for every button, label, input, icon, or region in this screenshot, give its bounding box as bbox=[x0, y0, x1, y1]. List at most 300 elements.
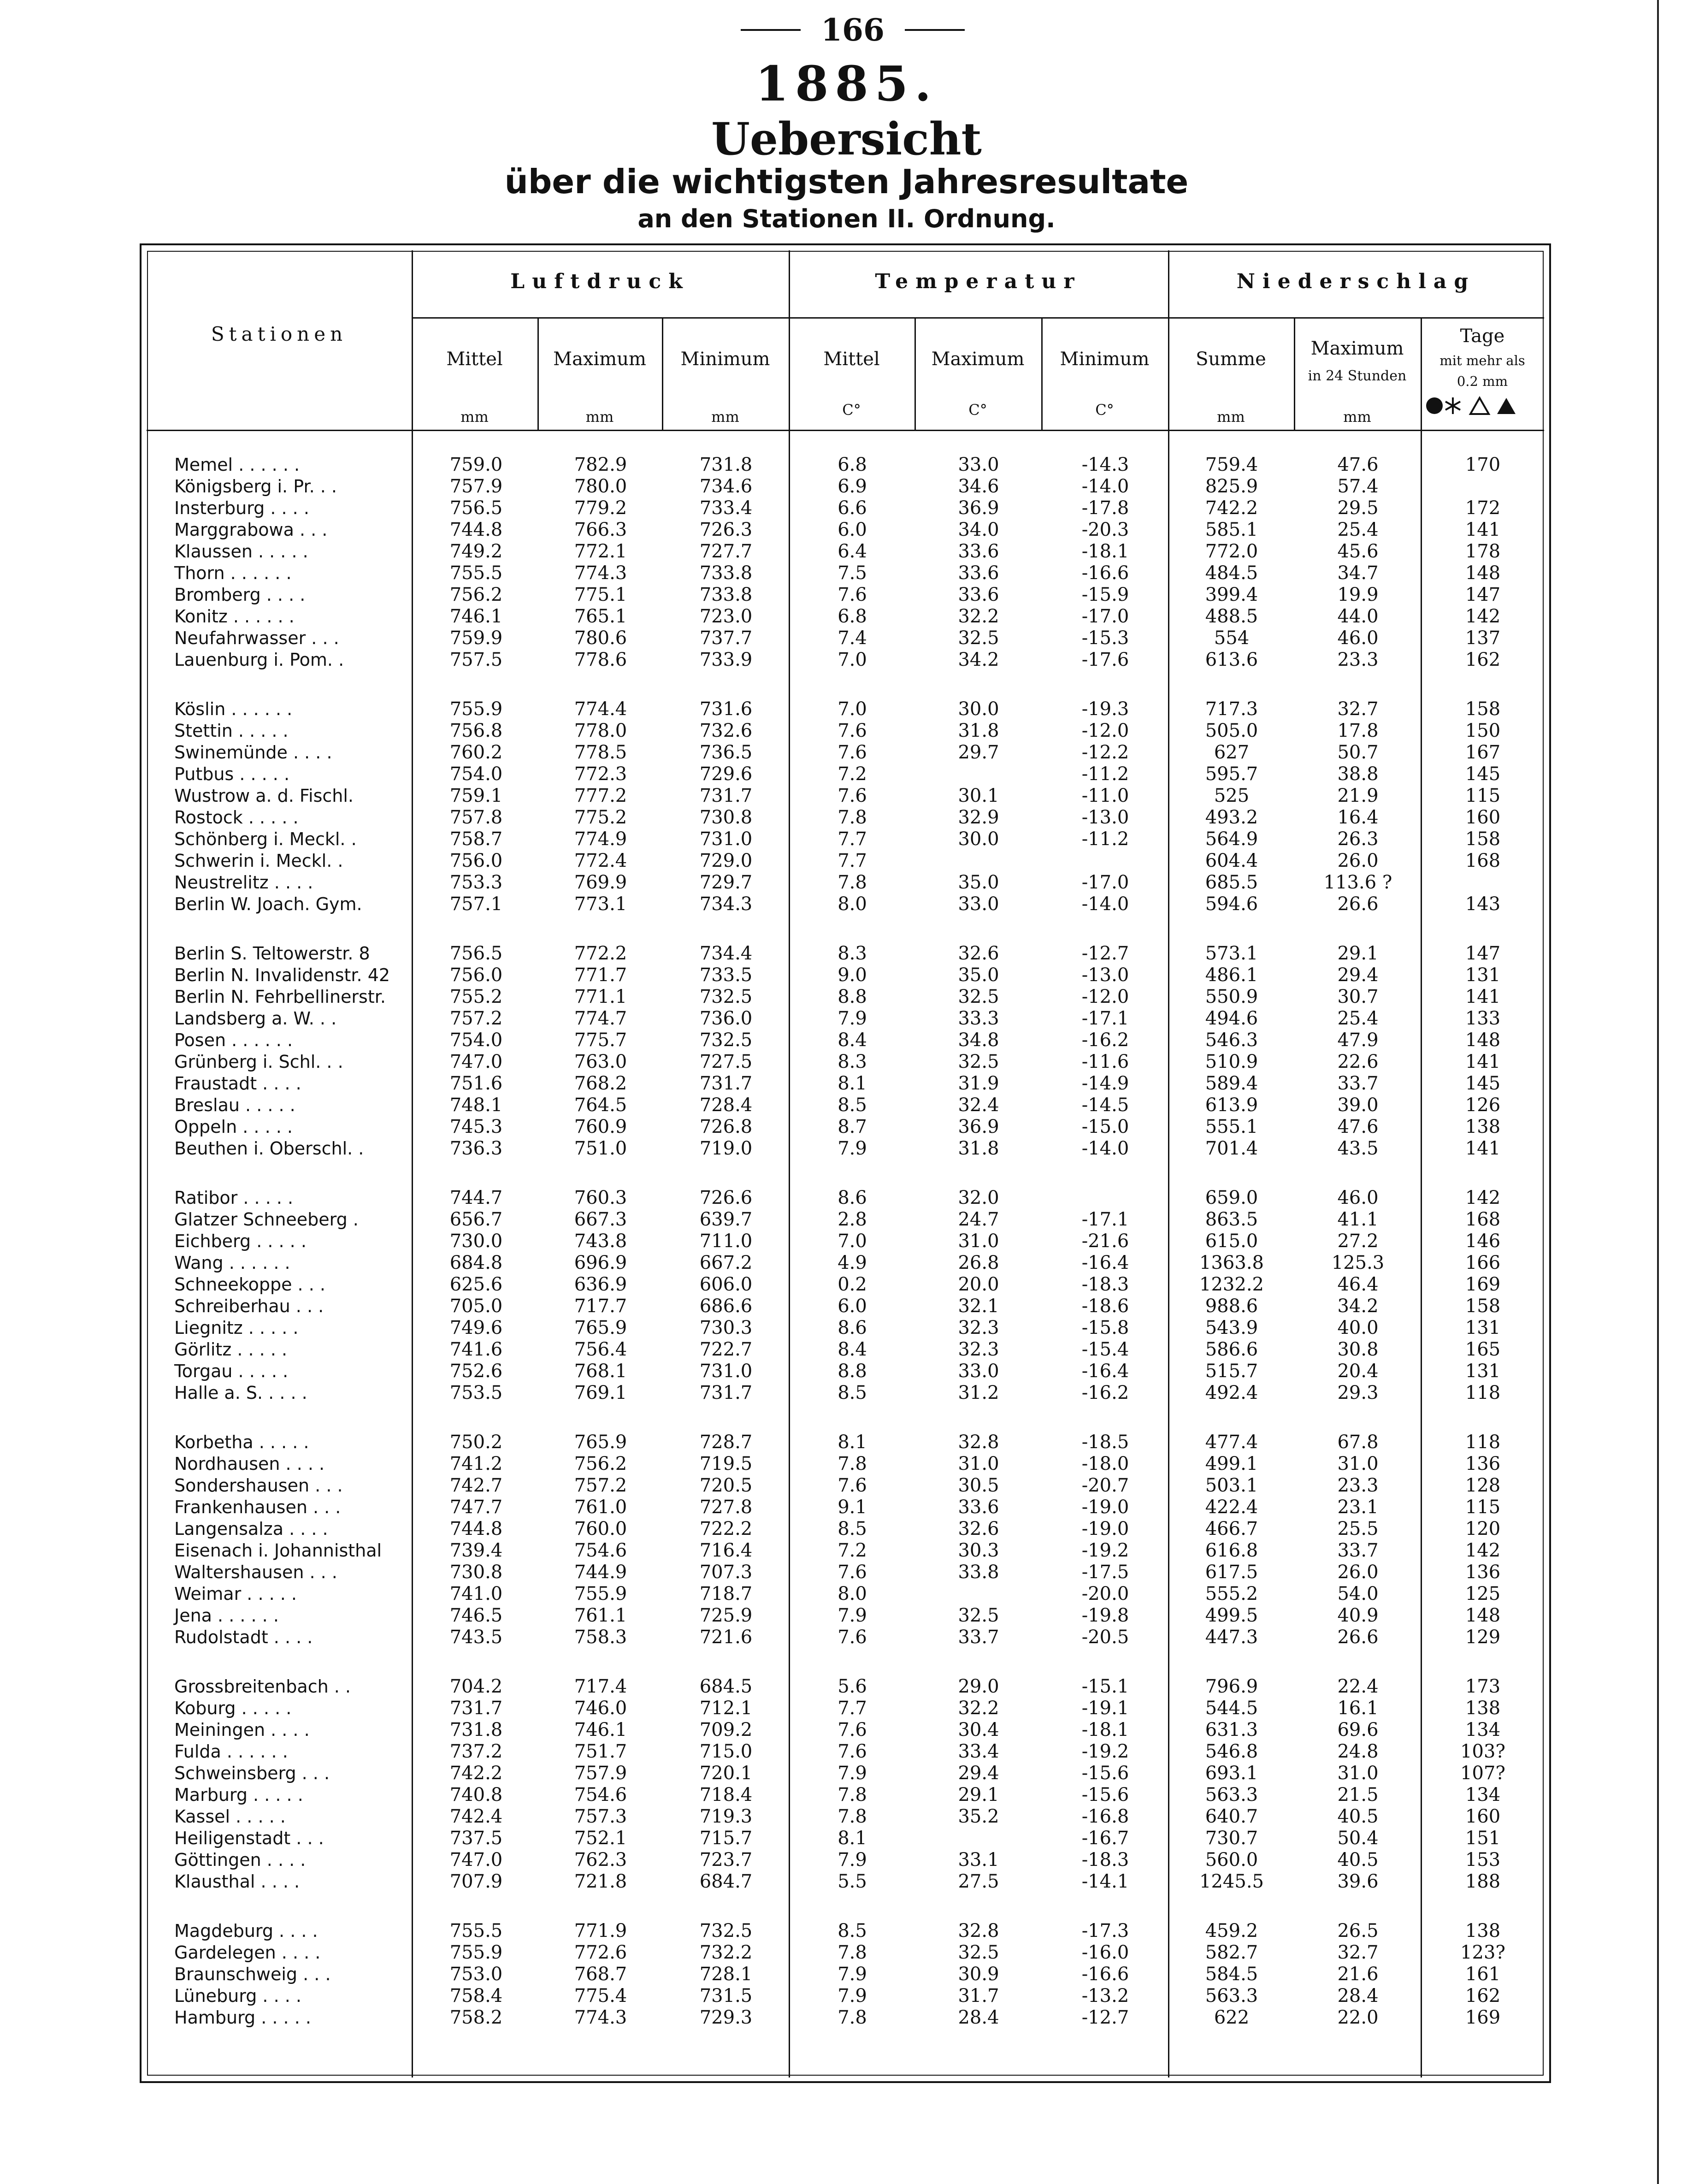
cell-luftdruck-mittel: 758.4 bbox=[449, 1985, 503, 2006]
cell-temperatur-mittel: 8.5 bbox=[838, 1920, 867, 1941]
cell-temperatur-mittel: 6.6 bbox=[838, 497, 867, 519]
cell-luftdruck-mittel: 754.0 bbox=[449, 764, 503, 785]
cell-niederschlag-maximum: 47.9 bbox=[1337, 1030, 1379, 1051]
cell-niederschlag-summe: 589.4 bbox=[1205, 1073, 1258, 1094]
cell-temperatur-minimum: -20.0 bbox=[1081, 1583, 1129, 1604]
cell-temperatur-maximum: 29.7 bbox=[958, 742, 999, 763]
cell-niederschlag-maximum: 34.7 bbox=[1337, 562, 1379, 584]
cell-niederschlag-maximum: 125.3 bbox=[1331, 1252, 1385, 1273]
station-name: Göttingen . . . . bbox=[174, 1850, 306, 1870]
cell-luftdruck-minimum: 732.5 bbox=[699, 1030, 753, 1051]
cell-luftdruck-maximum: 775.1 bbox=[574, 584, 627, 605]
cell-temperatur-maximum: 30.5 bbox=[958, 1475, 999, 1496]
cell-luftdruck-maximum: 774.4 bbox=[574, 698, 627, 720]
cell-temperatur-mittel: 8.7 bbox=[838, 1116, 867, 1137]
station-name: Berlin W. Joach. Gym. bbox=[174, 894, 362, 914]
cell-niederschlag-summe: 595.7 bbox=[1205, 764, 1258, 785]
cell-luftdruck-minimum: 718.7 bbox=[699, 1583, 753, 1604]
cell-temperatur-mittel: 7.6 bbox=[838, 1562, 867, 1583]
station-name: Langensalza . . . . bbox=[174, 1519, 328, 1539]
cell-niederschlag-summe: 742.2 bbox=[1205, 497, 1258, 519]
cell-luftdruck-minimum: 729.3 bbox=[699, 2007, 753, 2028]
cell-niederschlag-tage: 141 bbox=[1465, 1051, 1501, 1072]
cell-luftdruck-maximum: 752.1 bbox=[574, 1828, 627, 1849]
cell-niederschlag-summe: 563.3 bbox=[1205, 1985, 1258, 2006]
cell-luftdruck-maximum: 765.9 bbox=[574, 1317, 627, 1338]
cell-luftdruck-maximum: 774.9 bbox=[574, 829, 627, 850]
cell-niederschlag-maximum: 33.7 bbox=[1337, 1540, 1379, 1561]
cell-niederschlag-tage: 162 bbox=[1465, 649, 1501, 670]
cell-niederschlag-summe: 492.4 bbox=[1205, 1382, 1258, 1403]
cell-niederschlag-tage: 125 bbox=[1465, 1583, 1501, 1604]
cell-niederschlag-maximum: 26.3 bbox=[1337, 829, 1379, 850]
rule-left bbox=[741, 29, 801, 31]
cell-luftdruck-minimum: 719.3 bbox=[699, 1806, 753, 1827]
cell-luftdruck-mittel: 756.0 bbox=[449, 965, 503, 986]
cell-niederschlag-maximum: 25.4 bbox=[1337, 1008, 1379, 1029]
cell-niederschlag-maximum: 23.3 bbox=[1337, 649, 1379, 670]
cell-niederschlag-tage: 148 bbox=[1465, 1605, 1501, 1626]
cell-niederschlag-tage: 169 bbox=[1465, 1274, 1501, 1295]
cell-temperatur-mittel: 5.6 bbox=[838, 1676, 867, 1697]
cell-luftdruck-mittel: 737.2 bbox=[449, 1741, 503, 1762]
cell-niederschlag-summe: 510.9 bbox=[1205, 1051, 1258, 1072]
cell-luftdruck-mittel: 707.9 bbox=[449, 1871, 503, 1892]
cell-temperatur-maximum: 32.5 bbox=[958, 627, 999, 649]
cell-luftdruck-mittel: 757.5 bbox=[449, 649, 503, 670]
cell-luftdruck-maximum: 746.0 bbox=[574, 1698, 627, 1719]
cell-temperatur-minimum: -13.0 bbox=[1081, 807, 1129, 828]
cell-temperatur-mittel: 2.8 bbox=[838, 1209, 867, 1230]
cell-niederschlag-summe: 544.5 bbox=[1205, 1698, 1258, 1719]
unit-label: mm bbox=[460, 408, 489, 426]
station-name: Görlitz . . . . . bbox=[174, 1339, 288, 1360]
cell-luftdruck-minimum: 731.7 bbox=[699, 785, 753, 806]
cell-temperatur-maximum: 32.6 bbox=[958, 1518, 999, 1539]
cell-luftdruck-mittel: 704.2 bbox=[449, 1676, 503, 1697]
cell-niederschlag-maximum: 26.6 bbox=[1337, 894, 1379, 915]
cell-niederschlag-maximum: 34.2 bbox=[1337, 1296, 1379, 1317]
cell-luftdruck-mittel: 745.3 bbox=[449, 1116, 503, 1137]
cell-niederschlag-tage: 145 bbox=[1465, 764, 1501, 785]
cell-niederschlag-tage: 128 bbox=[1465, 1475, 1501, 1496]
cell-luftdruck-mittel: 756.5 bbox=[449, 497, 503, 519]
cell-temperatur-maximum: 33.6 bbox=[958, 562, 999, 584]
station-name: Schreiberhau . . . bbox=[174, 1296, 324, 1316]
cell-luftdruck-maximum: 771.7 bbox=[574, 965, 627, 986]
cell-luftdruck-minimum: 716.4 bbox=[699, 1540, 753, 1561]
cell-temperatur-minimum: -14.0 bbox=[1081, 1138, 1129, 1159]
cell-temperatur-maximum: 32.3 bbox=[958, 1339, 999, 1360]
cell-temperatur-maximum: 31.2 bbox=[958, 1382, 999, 1403]
cell-luftdruck-mittel: 739.4 bbox=[449, 1540, 503, 1561]
page-number-text: 166 bbox=[821, 12, 885, 48]
cell-luftdruck-mittel: 747.0 bbox=[449, 1051, 503, 1072]
cell-temperatur-maximum: 32.5 bbox=[958, 1942, 999, 1963]
cell-temperatur-minimum: -19.1 bbox=[1081, 1698, 1129, 1719]
cell-temperatur-minimum: -16.0 bbox=[1081, 1942, 1129, 1963]
cell-luftdruck-minimum: 732.5 bbox=[699, 986, 753, 1007]
cell-temperatur-minimum: -15.0 bbox=[1081, 1116, 1129, 1137]
station-name: Weimar . . . . . bbox=[174, 1584, 297, 1604]
cell-luftdruck-minimum: 684.7 bbox=[699, 1871, 753, 1892]
cell-luftdruck-mittel: 753.3 bbox=[449, 872, 503, 893]
cell-luftdruck-minimum: 731.5 bbox=[699, 1985, 753, 2006]
cell-niederschlag-summe: 617.5 bbox=[1205, 1562, 1258, 1583]
cell-luftdruck-maximum: 757.3 bbox=[574, 1806, 627, 1827]
cell-luftdruck-minimum: 720.1 bbox=[699, 1763, 753, 1784]
cell-niederschlag-summe: 613.6 bbox=[1205, 649, 1258, 670]
station-name: Eichberg . . . . . bbox=[174, 1231, 307, 1251]
cell-luftdruck-mittel: 759.9 bbox=[449, 627, 503, 649]
station-name: Schwerin i. Meckl. . bbox=[174, 851, 343, 871]
cell-luftdruck-minimum: 729.0 bbox=[699, 850, 753, 871]
cell-niederschlag-maximum: 22.4 bbox=[1337, 1676, 1379, 1697]
cell-luftdruck-maximum: 769.1 bbox=[574, 1382, 627, 1403]
cell-niederschlag-maximum: 69.6 bbox=[1337, 1719, 1379, 1740]
cell-temperatur-minimum: -14.0 bbox=[1081, 476, 1129, 497]
cell-niederschlag-tage: 131 bbox=[1465, 1361, 1501, 1382]
cell-temperatur-mittel: 7.9 bbox=[838, 1605, 867, 1626]
cell-niederschlag-maximum: 46.0 bbox=[1337, 627, 1379, 649]
cell-temperatur-maximum: 33.0 bbox=[958, 894, 999, 915]
cell-niederschlag-maximum: 40.5 bbox=[1337, 1849, 1379, 1870]
cell-temperatur-mittel: 8.1 bbox=[838, 1073, 867, 1094]
cell-temperatur-mittel: 8.6 bbox=[838, 1317, 867, 1338]
station-name: Marggrabowa . . . bbox=[174, 520, 328, 540]
cell-temperatur-mittel: 8.0 bbox=[838, 894, 867, 915]
cell-niederschlag-summe: 584.5 bbox=[1205, 1964, 1258, 1985]
cell-niederschlag-maximum: 23.1 bbox=[1337, 1497, 1379, 1518]
cell-luftdruck-minimum: 734.4 bbox=[699, 943, 753, 964]
cell-luftdruck-maximum: 763.0 bbox=[574, 1051, 627, 1072]
cell-temperatur-maximum: 32.6 bbox=[958, 943, 999, 964]
cell-niederschlag-maximum: 21.5 bbox=[1337, 1784, 1379, 1805]
cell-luftdruck-maximum: 772.6 bbox=[574, 1942, 627, 1963]
station-name: Heiligenstadt . . . bbox=[174, 1828, 324, 1848]
cell-luftdruck-minimum: 667.2 bbox=[699, 1252, 753, 1273]
cell-temperatur-mittel: 0.2 bbox=[838, 1274, 867, 1295]
cell-temperatur-mittel: 7.6 bbox=[838, 720, 867, 741]
station-name: Glatzer Schneeberg . bbox=[174, 1209, 359, 1230]
cell-niederschlag-tage: 137 bbox=[1465, 627, 1501, 649]
cell-temperatur-mittel: 7.8 bbox=[838, 1942, 867, 1963]
cell-luftdruck-maximum: 766.3 bbox=[574, 519, 627, 540]
cell-temperatur-maximum: 33.7 bbox=[958, 1627, 999, 1648]
cell-luftdruck-maximum: 756.4 bbox=[574, 1339, 627, 1360]
cell-temperatur-minimum: -14.0 bbox=[1081, 894, 1129, 915]
cell-niederschlag-tage: 166 bbox=[1465, 1252, 1501, 1273]
cell-temperatur-minimum: -14.1 bbox=[1081, 1871, 1129, 1892]
cell-luftdruck-minimum: 729.6 bbox=[699, 764, 753, 785]
cell-luftdruck-maximum: 772.3 bbox=[574, 764, 627, 785]
cell-luftdruck-minimum: 727.5 bbox=[699, 1051, 753, 1072]
cell-luftdruck-mittel: 741.2 bbox=[449, 1453, 503, 1474]
station-name: Meiningen . . . . bbox=[174, 1720, 310, 1740]
cell-luftdruck-mittel: 742.2 bbox=[449, 1763, 503, 1784]
cell-luftdruck-mittel: 753.5 bbox=[449, 1382, 503, 1403]
station-name: Beuthen i. Oberschl. . bbox=[174, 1138, 364, 1159]
cell-luftdruck-mittel: 759.1 bbox=[449, 785, 503, 806]
cell-temperatur-minimum: -12.2 bbox=[1081, 742, 1129, 763]
cell-niederschlag-tage: 118 bbox=[1465, 1382, 1501, 1403]
station-name: Neufahrwasser . . . bbox=[174, 628, 339, 648]
hail-symbol bbox=[1497, 398, 1516, 414]
cell-temperatur-minimum: -20.7 bbox=[1081, 1475, 1129, 1496]
cell-temperatur-maximum: 34.8 bbox=[958, 1030, 999, 1051]
cell-temperatur-maximum: 32.4 bbox=[958, 1095, 999, 1116]
cell-temperatur-mittel: 8.1 bbox=[838, 1432, 867, 1453]
cell-luftdruck-mittel: 741.6 bbox=[449, 1339, 503, 1360]
cell-niederschlag-tage: 134 bbox=[1465, 1719, 1501, 1740]
cell-niederschlag-maximum: 26.6 bbox=[1337, 1627, 1379, 1648]
cell-niederschlag-maximum: 29.5 bbox=[1337, 497, 1379, 519]
cell-niederschlag-summe: 759.4 bbox=[1205, 454, 1258, 475]
cell-luftdruck-maximum: 758.3 bbox=[574, 1627, 627, 1648]
station-name: Wustrow a. d. Fischl. bbox=[174, 786, 354, 806]
cell-luftdruck-maximum: 636.9 bbox=[574, 1274, 627, 1295]
cell-luftdruck-minimum: 719.0 bbox=[699, 1138, 753, 1159]
station-name: Breslau . . . . . bbox=[174, 1095, 295, 1115]
cell-temperatur-minimum: -12.7 bbox=[1081, 2007, 1129, 2028]
cell-niederschlag-summe: 550.9 bbox=[1205, 986, 1258, 1007]
cell-niederschlag-summe: 564.9 bbox=[1205, 829, 1258, 850]
cell-niederschlag-tage: 129 bbox=[1465, 1627, 1501, 1648]
cell-luftdruck-mittel: 749.6 bbox=[449, 1317, 503, 1338]
cell-luftdruck-mittel: 746.5 bbox=[449, 1605, 503, 1626]
cell-temperatur-minimum: -15.6 bbox=[1081, 1763, 1129, 1784]
cell-temperatur-mittel: 4.9 bbox=[838, 1252, 867, 1273]
cell-niederschlag-maximum: 16.4 bbox=[1337, 807, 1379, 828]
cell-niederschlag-tage: 188 bbox=[1465, 1871, 1501, 1892]
cell-temperatur-maximum: 33.1 bbox=[958, 1849, 999, 1870]
cell-niederschlag-summe: 399.4 bbox=[1205, 584, 1258, 605]
cell-temperatur-maximum: 24.7 bbox=[958, 1209, 999, 1230]
cell-temperatur-maximum: 31.9 bbox=[958, 1073, 999, 1094]
cell-luftdruck-minimum: 732.5 bbox=[699, 1920, 753, 1941]
cell-niederschlag-tage: 115 bbox=[1465, 1497, 1501, 1518]
cell-temperatur-minimum: -18.6 bbox=[1081, 1296, 1129, 1317]
cell-niederschlag-maximum: 25.4 bbox=[1337, 519, 1379, 540]
station-name: Fraustadt . . . . bbox=[174, 1073, 301, 1094]
cell-luftdruck-maximum: 775.2 bbox=[574, 807, 627, 828]
cell-temperatur-mittel: 8.3 bbox=[838, 943, 867, 964]
cell-luftdruck-maximum: 765.9 bbox=[574, 1432, 627, 1453]
cell-luftdruck-minimum: 639.7 bbox=[699, 1209, 753, 1230]
cell-temperatur-maximum: 33.6 bbox=[958, 1497, 999, 1518]
cell-temperatur-minimum: -16.8 bbox=[1081, 1806, 1129, 1827]
cell-temperatur-mittel: 7.8 bbox=[838, 1784, 867, 1805]
cell-temperatur-maximum: 35.0 bbox=[958, 872, 999, 893]
cell-niederschlag-summe: 573.1 bbox=[1205, 943, 1258, 964]
station-name: Swinemünde . . . . bbox=[174, 742, 332, 763]
cell-temperatur-mittel: 7.6 bbox=[838, 785, 867, 806]
cell-luftdruck-minimum: 707.3 bbox=[699, 1562, 753, 1583]
cell-niederschlag-maximum: 30.8 bbox=[1337, 1339, 1379, 1360]
station-name: Bromberg . . . . bbox=[174, 585, 306, 605]
col-temperatur-maximum: Maximum bbox=[931, 349, 1025, 370]
cell-luftdruck-minimum: 727.7 bbox=[699, 541, 753, 562]
station-name: Braunschweig . . . bbox=[174, 1964, 331, 1984]
unit-label: C° bbox=[842, 401, 861, 419]
cell-temperatur-minimum: -16.6 bbox=[1081, 1964, 1129, 1985]
cell-temperatur-maximum: 33.0 bbox=[958, 454, 999, 475]
cell-luftdruck-mittel: 749.2 bbox=[449, 541, 503, 562]
cell-niederschlag-tage: 134 bbox=[1465, 1784, 1501, 1805]
cell-niederschlag-tage: 142 bbox=[1465, 606, 1501, 627]
cell-niederschlag-tage: 118 bbox=[1465, 1432, 1501, 1453]
cell-niederschlag-maximum: 19.9 bbox=[1337, 584, 1379, 605]
cell-luftdruck-mittel: 755.9 bbox=[449, 1942, 503, 1963]
cell-niederschlag-summe: 604.4 bbox=[1205, 850, 1258, 871]
cell-temperatur-mittel: 8.4 bbox=[838, 1339, 867, 1360]
cell-niederschlag-tage: 158 bbox=[1465, 829, 1501, 850]
cell-temperatur-minimum: -12.7 bbox=[1081, 943, 1129, 964]
cell-luftdruck-mittel: 759.0 bbox=[449, 454, 503, 475]
cell-niederschlag-tage: 141 bbox=[1465, 986, 1501, 1007]
cell-niederschlag-tage: 162 bbox=[1465, 1985, 1501, 2006]
cell-niederschlag-summe: 543.9 bbox=[1205, 1317, 1258, 1338]
unit-label: mm bbox=[1343, 408, 1371, 426]
cell-niederschlag-tage: 178 bbox=[1465, 541, 1501, 562]
station-name: Neustrelitz . . . . bbox=[174, 872, 313, 893]
cell-niederschlag-maximum: 29.3 bbox=[1337, 1382, 1379, 1403]
cell-luftdruck-mittel: 747.7 bbox=[449, 1497, 503, 1518]
cell-temperatur-maximum: 33.4 bbox=[958, 1741, 999, 1762]
cell-temperatur-mittel: 7.6 bbox=[838, 742, 867, 763]
cell-temperatur-mittel: 7.6 bbox=[838, 584, 867, 605]
cell-niederschlag-summe: 772.0 bbox=[1205, 541, 1258, 562]
cell-niederschlag-summe: 499.1 bbox=[1205, 1453, 1258, 1474]
cell-temperatur-mittel: 6.0 bbox=[838, 519, 867, 540]
cell-temperatur-mittel: 7.0 bbox=[838, 1231, 867, 1252]
station-name: Korbetha . . . . . bbox=[174, 1432, 309, 1452]
station-name: Lüneburg . . . . bbox=[174, 1986, 301, 2006]
cell-niederschlag-summe: 685.5 bbox=[1205, 872, 1258, 893]
cell-temperatur-mittel: 6.0 bbox=[838, 1296, 867, 1317]
cell-temperatur-maximum: 32.9 bbox=[958, 807, 999, 828]
cell-temperatur-maximum: 20.0 bbox=[958, 1274, 999, 1295]
cell-luftdruck-maximum: 771.9 bbox=[574, 1920, 627, 1941]
cell-niederschlag-maximum: 40.0 bbox=[1337, 1317, 1379, 1338]
cell-luftdruck-maximum: 778.6 bbox=[574, 649, 627, 670]
cell-luftdruck-maximum: 761.0 bbox=[574, 1497, 627, 1518]
cell-luftdruck-minimum: 720.5 bbox=[699, 1475, 753, 1496]
station-name: Stettin . . . . . bbox=[174, 721, 289, 741]
cell-luftdruck-mittel: 705.0 bbox=[449, 1296, 503, 1317]
cell-temperatur-minimum: -15.9 bbox=[1081, 584, 1129, 605]
cell-temperatur-maximum: 33.0 bbox=[958, 1361, 999, 1382]
cell-luftdruck-maximum: 754.6 bbox=[574, 1540, 627, 1561]
cell-temperatur-maximum: 31.0 bbox=[958, 1231, 999, 1252]
cell-niederschlag-maximum: 16.1 bbox=[1337, 1698, 1379, 1719]
cell-temperatur-minimum: -12.0 bbox=[1081, 986, 1129, 1007]
cell-temperatur-mittel: 6.8 bbox=[838, 454, 867, 475]
cell-luftdruck-minimum: 728.1 bbox=[699, 1964, 753, 1985]
cell-temperatur-maximum: 33.6 bbox=[958, 584, 999, 605]
cell-temperatur-minimum: -17.3 bbox=[1081, 1920, 1129, 1941]
cell-luftdruck-maximum: 768.1 bbox=[574, 1361, 627, 1382]
cell-luftdruck-minimum: 718.4 bbox=[699, 1784, 753, 1805]
station-name: Insterburg . . . . bbox=[174, 498, 309, 518]
cell-temperatur-minimum: -19.2 bbox=[1081, 1540, 1129, 1561]
col-tage-sub2: 0.2 mm bbox=[1457, 373, 1508, 389]
cell-temperatur-maximum: 34.6 bbox=[958, 476, 999, 497]
cell-temperatur-mittel: 5.5 bbox=[838, 1871, 867, 1892]
cell-niederschlag-tage: 131 bbox=[1465, 965, 1501, 986]
cell-luftdruck-mittel: 740.8 bbox=[449, 1784, 503, 1805]
cell-temperatur-minimum: -18.3 bbox=[1081, 1849, 1129, 1870]
col-luftdruck-minimum: Minimum bbox=[680, 349, 770, 370]
unit-label: mm bbox=[711, 408, 739, 426]
cell-luftdruck-mittel: 744.8 bbox=[449, 1518, 503, 1539]
cell-luftdruck-mittel: 750.2 bbox=[449, 1432, 503, 1453]
cell-temperatur-mittel: 7.7 bbox=[838, 829, 867, 850]
cell-niederschlag-summe: 616.8 bbox=[1205, 1540, 1258, 1561]
cell-temperatur-mittel: 9.1 bbox=[838, 1497, 867, 1518]
cell-temperatur-mittel: 8.5 bbox=[838, 1095, 867, 1116]
header-rule bbox=[412, 317, 1544, 319]
cell-niederschlag-tage: 150 bbox=[1465, 720, 1501, 741]
cell-temperatur-mittel: 8.6 bbox=[838, 1187, 867, 1208]
cell-luftdruck-maximum: 760.3 bbox=[574, 1187, 627, 1208]
cell-luftdruck-maximum: 768.2 bbox=[574, 1073, 627, 1094]
col-temperatur-mittel: Mittel bbox=[823, 349, 880, 370]
cell-temperatur-mittel: 7.9 bbox=[838, 1964, 867, 1985]
cell-luftdruck-maximum: 778.0 bbox=[574, 720, 627, 741]
cell-temperatur-minimum: -18.3 bbox=[1081, 1274, 1129, 1295]
cell-luftdruck-maximum: 667.3 bbox=[574, 1209, 627, 1230]
cell-temperatur-mittel: 7.9 bbox=[838, 1849, 867, 1870]
cell-luftdruck-maximum: 775.7 bbox=[574, 1030, 627, 1051]
cell-niederschlag-tage: 107? bbox=[1460, 1763, 1505, 1784]
cell-luftdruck-minimum: 729.7 bbox=[699, 872, 753, 893]
cell-temperatur-maximum: 30.3 bbox=[958, 1540, 999, 1561]
station-name: Sondershausen . . . bbox=[174, 1475, 343, 1496]
cell-niederschlag-maximum: 29.4 bbox=[1337, 965, 1379, 986]
cell-temperatur-minimum: -16.2 bbox=[1081, 1382, 1129, 1403]
station-name: Berlin N. Fehrbellinerstr. bbox=[174, 987, 386, 1007]
station-name: Rudolstadt . . . . bbox=[174, 1627, 313, 1647]
cell-luftdruck-maximum: 772.4 bbox=[574, 850, 627, 871]
station-name: Kassel . . . . . bbox=[174, 1806, 286, 1827]
cell-luftdruck-maximum: 755.9 bbox=[574, 1583, 627, 1604]
cell-luftdruck-mittel: 756.5 bbox=[449, 943, 503, 964]
cell-luftdruck-maximum: 751.0 bbox=[574, 1138, 627, 1159]
cell-luftdruck-minimum: 731.7 bbox=[699, 1382, 753, 1403]
rule-right bbox=[905, 29, 965, 31]
cell-niederschlag-summe: 825.9 bbox=[1205, 476, 1258, 497]
cell-niederschlag-summe: 466.7 bbox=[1205, 1518, 1258, 1539]
cell-luftdruck-minimum: 715.7 bbox=[699, 1828, 753, 1849]
cell-temperatur-minimum: -14.9 bbox=[1081, 1073, 1129, 1094]
cell-niederschlag-tage: 142 bbox=[1465, 1187, 1501, 1208]
station-name: Wang . . . . . . bbox=[174, 1253, 290, 1273]
cell-luftdruck-maximum: 757.9 bbox=[574, 1763, 627, 1784]
cell-luftdruck-maximum: 744.9 bbox=[574, 1562, 627, 1583]
cell-temperatur-mittel: 7.6 bbox=[838, 1627, 867, 1648]
station-name: Klaussen . . . . . bbox=[174, 541, 308, 562]
cell-temperatur-maximum: 29.0 bbox=[958, 1676, 999, 1697]
cell-temperatur-maximum: 31.7 bbox=[958, 1985, 999, 2006]
cell-temperatur-minimum: -16.4 bbox=[1081, 1361, 1129, 1382]
station-name: Nordhausen . . . . bbox=[174, 1454, 325, 1474]
cell-temperatur-maximum: 32.5 bbox=[958, 1051, 999, 1072]
cell-temperatur-maximum: 35.0 bbox=[958, 965, 999, 986]
cell-niederschlag-maximum: 30.7 bbox=[1337, 986, 1379, 1007]
cell-temperatur-maximum: 35.2 bbox=[958, 1806, 999, 1827]
station-name: Liegnitz . . . . . bbox=[174, 1318, 299, 1338]
